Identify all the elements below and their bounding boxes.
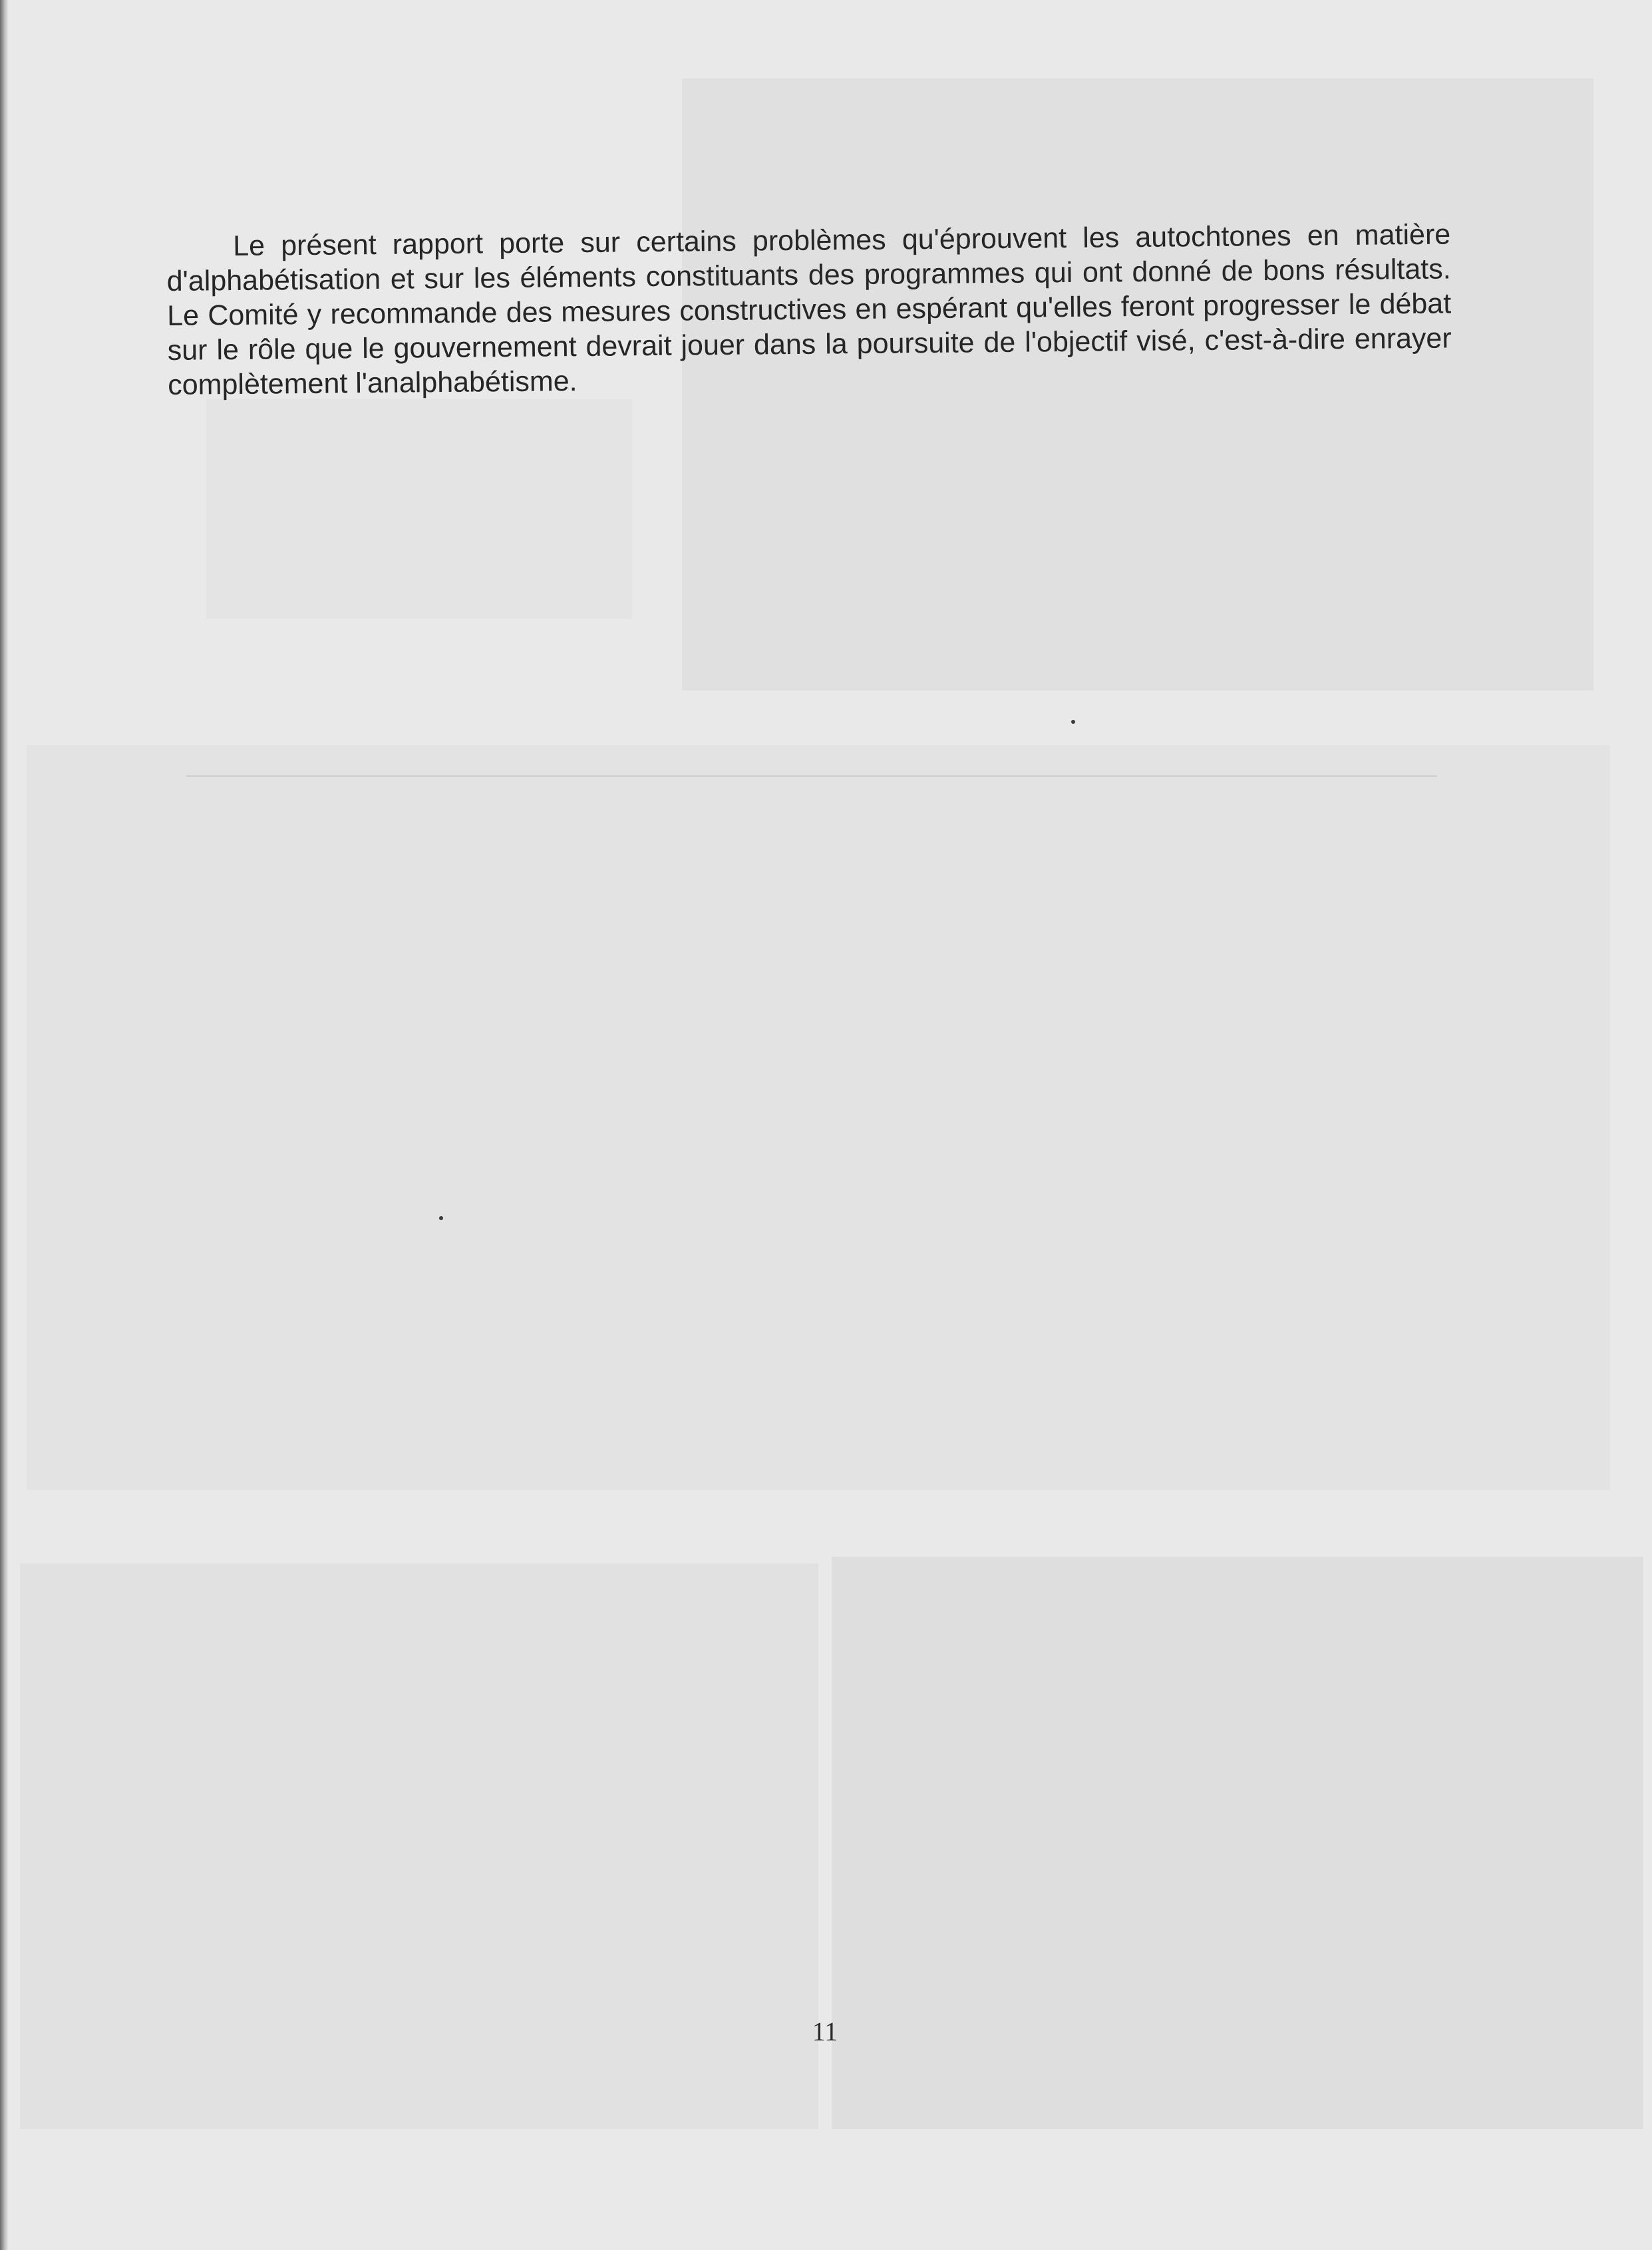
page-number: 11: [812, 2016, 838, 2046]
binding-edge: [0, 0, 8, 2250]
print-speck: [1071, 720, 1075, 724]
show-through-photo: [206, 399, 632, 619]
body-paragraph: Le présent rapport porte sur certains problèmes qu'éprouvent les autochtones en matière d'alphabétisation et sur les éléments constituants des programmes qui ont donné de bons résultats. Le Comité y recommande des mesures constructives en espérant qu'elles feront progresser le débat sur le rôle que le gouvernement devrait jouer dans la poursuite de l'objectif visé, c'est-à-dire enrayer complètement l'analphabétisme.: [166, 218, 1452, 401]
show-through-photo: [832, 1557, 1643, 2129]
show-through-rule: [186, 775, 1437, 777]
show-through-photo: [20, 1563, 818, 2129]
show-through-text-block: [27, 745, 1610, 1490]
print-speck: [439, 1216, 443, 1220]
